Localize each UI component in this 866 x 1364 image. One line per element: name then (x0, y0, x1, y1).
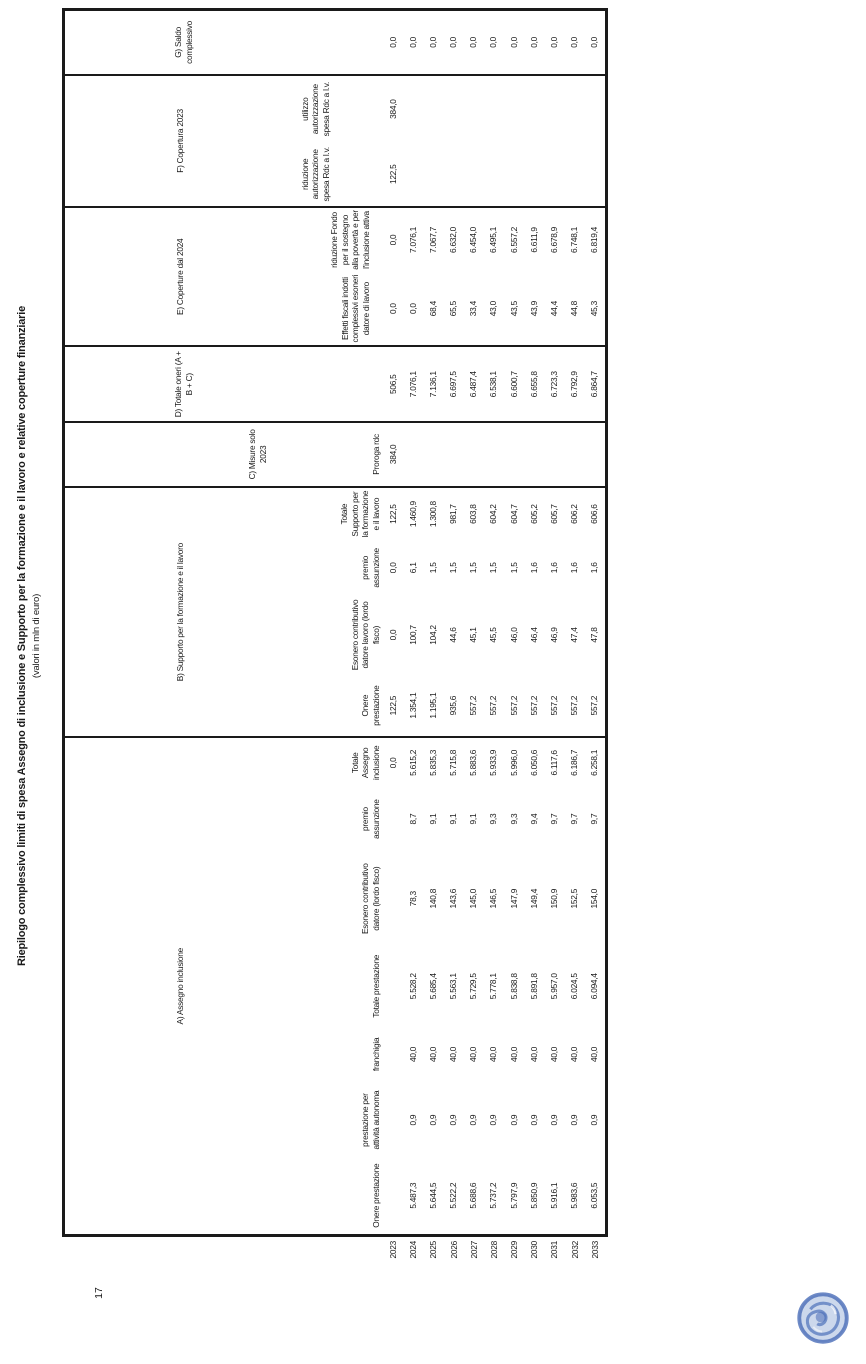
table-cell: 9,7 (589, 813, 600, 825)
table-cell: 5.996,0 (508, 749, 519, 776)
table-cell: 154,0 (589, 888, 600, 909)
table-cell (383, 787, 403, 851)
table-cell: 0,0 (423, 11, 443, 75)
table-cell: 0,0 (524, 11, 544, 75)
table-cell: 1,5 (488, 562, 499, 574)
table-cell: 100,7 (407, 625, 418, 645)
table-cell: 557,2 (585, 675, 605, 738)
column-header: Totale Supporto per la formazione e il lavoro (339, 490, 381, 538)
table-cell: 122,5 (383, 142, 403, 207)
table-cell (585, 422, 605, 487)
table-cell: 935,6 (444, 675, 464, 738)
table-cell: 6.495,1 (488, 227, 499, 253)
table-cell: 5.615,2 (407, 749, 418, 776)
table-cell: 6.050,6 (528, 749, 539, 776)
table-cell: 603,8 (468, 504, 479, 524)
year-row-label: 2031 (549, 1241, 560, 1259)
table-cell (403, 142, 423, 207)
year-row-label: 2025 (428, 1241, 439, 1259)
table-cell: 1.460,9 (407, 501, 418, 528)
table-cell (544, 142, 564, 207)
group-header: A) Assegno inclusione (174, 948, 185, 1025)
table-cell (464, 142, 484, 207)
table-cell (383, 1083, 403, 1158)
year-row-label: 2023 (388, 1241, 398, 1259)
table-cell (383, 851, 403, 947)
table-cell: 5.688,6 (468, 1182, 479, 1209)
table-cell: 5.522,2 (448, 1182, 459, 1209)
table-cell: 0,0 (585, 11, 605, 75)
table-cell: 8,7 (407, 813, 418, 825)
table-cell: 0,0 (565, 11, 585, 75)
table-cell: 0,0 (544, 11, 564, 75)
table-cell: 78,3 (407, 891, 418, 907)
table-row (504, 11, 524, 1234)
year-row-label: 2024 (408, 1241, 419, 1259)
table-cell: 0,0 (383, 11, 403, 75)
table-cell: 5.850,9 (528, 1182, 539, 1209)
table-cell: 0,9 (589, 1114, 600, 1126)
table-cell (403, 75, 423, 143)
table-cell (444, 422, 464, 487)
table-cell: 0,9 (468, 1114, 479, 1126)
year-row-label: 2027 (468, 1241, 479, 1259)
table-cell: 43,0 (484, 272, 504, 347)
table-cell: 557,2 (484, 675, 504, 738)
table-cell: 7.076,1 (407, 227, 418, 253)
table-cell: 6.600,7 (504, 346, 524, 422)
table-cell: 6.053,5 (589, 1182, 600, 1209)
table-cell (444, 75, 464, 143)
column-header: franchigia (370, 1037, 381, 1072)
table-cell: 40,0 (589, 1046, 600, 1062)
table-cell: 6.024,5 (569, 973, 580, 1000)
table-cell: 0,0 (403, 11, 423, 75)
table-cell: 5.835,3 (427, 749, 438, 776)
table-cell: 604,2 (488, 504, 499, 524)
table-row (423, 11, 443, 1234)
group-header-row (65, 11, 295, 1234)
table-cell (423, 422, 443, 487)
table-cell (524, 422, 544, 487)
table-cell: 0,9 (569, 1114, 580, 1126)
table-cell: 1.195,1 (423, 675, 443, 738)
table-cell: 6,1 (407, 562, 418, 574)
table-cell: 6.655,8 (524, 346, 544, 422)
table-cell: 0,9 (448, 1114, 459, 1126)
table-cell: 7.136,1 (423, 346, 443, 422)
table-cell: 65,5 (444, 272, 464, 347)
table-cell: 9,3 (488, 813, 499, 825)
table-cell: 5.737,2 (488, 1182, 499, 1209)
table-cell: 557,2 (464, 675, 484, 738)
table-cell: 6.186,7 (569, 749, 580, 776)
table-cell: 145,0 (468, 888, 479, 909)
table-cell: 5.778,1 (488, 973, 499, 1000)
table-cell: 6.487,4 (464, 346, 484, 422)
table-cell: 1,6 (569, 562, 580, 574)
table-cell: 5.891,8 (528, 973, 539, 1000)
table-cell: 40,0 (528, 1046, 539, 1062)
table-title: Riepilogo complessivo limiti di spesa Assegno di inclusione e Supporto per la formazione e il lavoro e relative coperture finanziarie (16, 305, 28, 967)
table-cell: 40,0 (548, 1046, 559, 1062)
year-row-label: 2026 (448, 1241, 459, 1259)
table-cell (504, 75, 524, 143)
column-header: Esonero contributivo datore lavoro (lordo fisco) (349, 599, 381, 671)
table-cell: 384,0 (383, 422, 403, 487)
column-header: Totale Assegno inclusione (349, 745, 381, 781)
table-cell: 0,0 (484, 11, 504, 75)
column-header: Onere prestazione (370, 1163, 381, 1228)
table-cell (565, 422, 585, 487)
table-cell: 0,0 (387, 757, 398, 769)
table-cell: 5.729,5 (468, 973, 479, 1000)
table-cell: 6.723,3 (544, 346, 564, 422)
table-cell: 0,9 (548, 1114, 559, 1126)
column-header: utilizzo autorizzazione spesa Rdc a l.v. (299, 81, 331, 137)
table-cell: 604,7 (508, 504, 519, 524)
year-row-label: 2029 (509, 1241, 520, 1259)
group-header: C) Misure solo 2023 (65, 422, 295, 487)
table-cell: 140,8 (427, 888, 438, 909)
table-cell: 0,0 (387, 562, 398, 574)
table-cell (504, 422, 524, 487)
year-row-label: 2033 (589, 1241, 600, 1259)
table-cell: 47,8 (589, 627, 600, 643)
table-cell: 0,0 (387, 629, 398, 641)
column-header: riduzione autorizzazione spesa Rdc a l.v. (295, 142, 383, 207)
table-cell (383, 1026, 403, 1083)
table-cell: 1,6 (548, 562, 559, 574)
table-cell: 43,5 (504, 272, 524, 347)
table-cell: 0,0 (387, 234, 398, 246)
table-cell (484, 75, 504, 143)
table-cell: 6.454,0 (468, 227, 479, 253)
table-cell: 0,9 (528, 1114, 539, 1126)
table-cell: 46,4 (528, 627, 539, 643)
table-cell: 9,3 (508, 813, 519, 825)
table-cell (524, 75, 544, 143)
table-cell: 5.838,8 (508, 973, 519, 1000)
column-header: premio assunzione (360, 799, 381, 839)
table-cell (524, 142, 544, 207)
table-cell (484, 422, 504, 487)
table-cell (484, 142, 504, 207)
table-cell: 45,3 (585, 272, 605, 347)
table-cell: 5.916,1 (548, 1182, 559, 1209)
table-cell: 68,4 (423, 272, 443, 347)
table-cell: 44,8 (565, 272, 585, 347)
table-cell (544, 75, 564, 143)
table-cell: 0,9 (427, 1114, 438, 1126)
table-cell: 6.792,9 (565, 346, 585, 422)
table-cell: 5.685,4 (427, 973, 438, 1000)
table-cell: 6.094,4 (589, 973, 600, 1000)
table-cell (383, 946, 403, 1026)
table-cell: 45,5 (488, 627, 499, 643)
table-cell: 9,7 (548, 813, 559, 825)
group-header: B) Supporto per la formazione e il lavoro (65, 487, 295, 738)
table-cell: 1,6 (589, 562, 600, 574)
table-cell: 5.983,6 (569, 1182, 580, 1209)
table-cell: 47,4 (569, 627, 580, 643)
table-cell: 6.697,5 (444, 346, 464, 422)
column-header: prestazione per attività autonoma (360, 1090, 381, 1150)
table-cell: 5.715,8 (448, 749, 459, 776)
table-cell (565, 142, 585, 207)
table-cell (504, 142, 524, 207)
table-cell (464, 75, 484, 143)
table-cell: 557,2 (524, 675, 544, 738)
table-cell: 0,9 (407, 1114, 418, 1126)
table-cell: 146,5 (488, 888, 499, 909)
table-cell: 40,0 (427, 1046, 438, 1062)
table-cell: 606,2 (569, 504, 580, 524)
table-cell: 46,0 (508, 627, 519, 643)
table-cell: 122,5 (387, 504, 398, 524)
column-header: Esonero contributivo datore (lordo fisco) (360, 863, 381, 934)
table-cell: 557,2 (565, 675, 585, 738)
year-row-label: 2032 (569, 1241, 580, 1259)
table-cell: 6.678,9 (548, 227, 559, 253)
table-cell: 6.258,1 (589, 749, 600, 776)
table-cell: 122,5 (383, 675, 403, 738)
table-cell: 1,5 (508, 562, 519, 574)
table-cell (444, 142, 464, 207)
table-cell: 0,0 (504, 11, 524, 75)
table-row (444, 11, 464, 1234)
table-cell: 0,9 (508, 1114, 519, 1126)
table-cell: 0,0 (383, 272, 403, 347)
table-cell: 6.864,7 (585, 346, 605, 422)
year-row-label: 2028 (488, 1241, 499, 1259)
table-cell: 9,1 (427, 813, 438, 825)
table-cell: 45,1 (468, 627, 479, 643)
table-cell: 5.528,2 (407, 973, 418, 1000)
group-header: D) Totale oneri (A + B + C) (65, 346, 383, 422)
table-cell: 0,0 (464, 11, 484, 75)
table-cell: 6.819,4 (589, 227, 600, 253)
table-row (403, 11, 423, 1234)
table-cell: 40,0 (508, 1046, 519, 1062)
table-row (383, 11, 403, 1234)
table-cell: 1,5 (468, 562, 479, 574)
table-cell (403, 422, 423, 487)
table-cell: 33,4 (464, 272, 484, 347)
table-cell: 44,6 (448, 627, 459, 643)
table-cell: 9,1 (468, 813, 479, 825)
table-cell: 605,7 (548, 504, 559, 524)
column-header: Effetti fiscali indotti complessivi esoneri datore di lavoro (295, 272, 383, 347)
table-cell: 606,6 (589, 504, 600, 524)
table-cell: 149,4 (528, 888, 539, 909)
table-cell: 40,0 (407, 1046, 418, 1062)
table-cell: 1,6 (528, 562, 539, 574)
table-cell: 1,5 (427, 562, 438, 574)
year-row-label: 2030 (529, 1241, 540, 1259)
table-cell: 40,0 (569, 1046, 580, 1062)
table-subtitle: (valori in mln di euro) (31, 593, 42, 679)
table-cell: 143,6 (448, 888, 459, 909)
table-cell: 1.354,1 (403, 675, 423, 738)
table-cell: 6.632,0 (448, 227, 459, 253)
table-cell: 0,9 (488, 1114, 499, 1126)
table-cell: 147,9 (508, 888, 519, 909)
column-header: premio assunzione (360, 548, 381, 588)
table-cell (423, 75, 443, 143)
sub-header-row (295, 11, 383, 1234)
table-row (464, 11, 484, 1234)
table-cell: 7.067,7 (427, 227, 438, 253)
table-cell: 1.300,8 (427, 501, 438, 528)
table-cell: 1,5 (448, 562, 459, 574)
table-cell: 506,5 (383, 346, 403, 422)
table-cell: 104,2 (427, 625, 438, 645)
column-header: Onere prestazione (295, 675, 383, 738)
column-header: Totale prestazione (370, 954, 381, 1018)
group-header: F) Copertura 2023 (65, 75, 295, 207)
table-cell: 557,2 (544, 675, 564, 738)
column-header: riduzione Fondo per il sostegno alla povertà e per l'inclusione attiva (329, 210, 371, 270)
table-cell: 5.933,9 (488, 749, 499, 776)
table-row (524, 11, 544, 1234)
table-cell (585, 142, 605, 207)
column-header: Proroga rdc (295, 422, 383, 487)
table-cell: 9,7 (569, 813, 580, 825)
table-cell: 0,0 (403, 272, 423, 347)
table-cell (423, 142, 443, 207)
table-cell: 0,0 (444, 11, 464, 75)
table-cell: 557,2 (504, 675, 524, 738)
table-cell (565, 75, 585, 143)
table-cell (585, 75, 605, 143)
table-cell: 40,0 (448, 1046, 459, 1062)
table-cell: 150,9 (548, 888, 559, 909)
table-cell: 6.117,6 (548, 750, 559, 776)
table-cell: 5.797,9 (508, 1182, 519, 1209)
table-row (585, 11, 605, 1234)
page-number: 17 (93, 1287, 105, 1299)
table-cell: 6.557,2 (508, 227, 519, 253)
group-header: E) Coperture dal 2024 (65, 207, 295, 346)
table-cell: 5.644,5 (427, 1182, 438, 1209)
table-cell: 605,2 (528, 504, 539, 524)
table-cell: 40,0 (488, 1046, 499, 1062)
table-cell: 5.957,0 (548, 973, 559, 1000)
table-cell: 981,7 (448, 504, 459, 524)
table-cell: 6.611,9 (528, 227, 539, 253)
table-cell: 6.538,1 (484, 346, 504, 422)
table-cell: 384,0 (387, 99, 398, 119)
table-cell: 43,9 (524, 272, 544, 347)
table-cell: 5.563,1 (448, 973, 459, 1000)
table-cell: 5.487,3 (407, 1182, 418, 1209)
table-frame (62, 8, 608, 1237)
table-cell: 152,5 (569, 888, 580, 909)
table-cell: 46,9 (548, 627, 559, 643)
financial-table (65, 11, 605, 1234)
table-cell: 44,4 (544, 272, 564, 347)
table-cell: 9,4 (528, 813, 539, 825)
rotated-table-sheet (8, 4, 608, 1268)
table-cell: 6.748,1 (569, 227, 580, 253)
table-row (484, 11, 504, 1234)
table-cell (383, 1157, 403, 1234)
table-row (544, 11, 564, 1234)
institutional-seal-logo (792, 1288, 854, 1350)
table-cell: 9,1 (448, 813, 459, 825)
table-cell: 5.883,6 (468, 749, 479, 776)
year-labels (383, 1239, 605, 1266)
table-cell: 40,0 (468, 1046, 479, 1062)
table-cell: 7.076,1 (403, 346, 423, 422)
table-cell (544, 422, 564, 487)
table-cell (464, 422, 484, 487)
group-header: G) Saldo complessivo (65, 11, 383, 75)
table-row (565, 11, 585, 1234)
